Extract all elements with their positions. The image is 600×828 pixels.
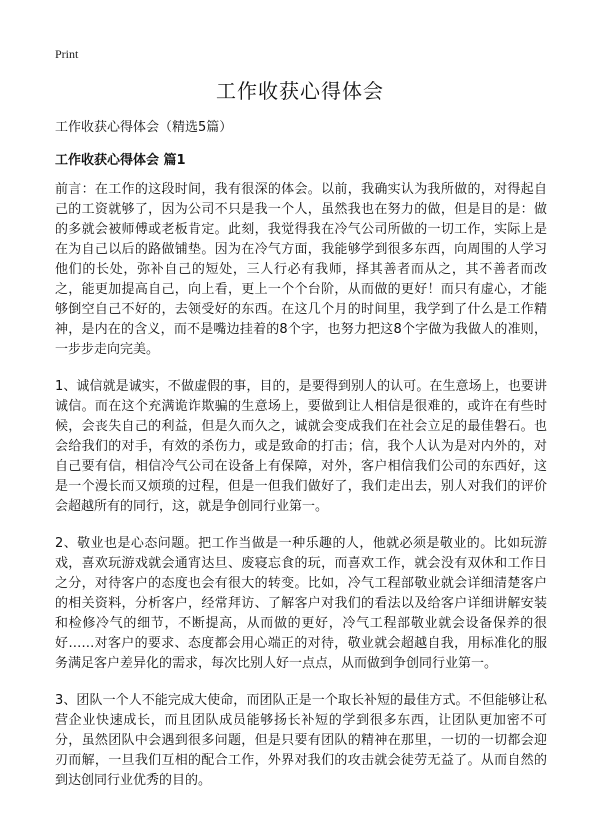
paragraph-dedication: 2、敬业也是心态问题。把工作当做是一种乐趣的人，他就必须是敬业的。比如玩游戏，喜欢玩游戏就会通宵达旦、废寝忘食的玩，而喜欢工作，就会没有双休和工作日之分，对待客户的态度也会有很大的转变。比如，冷气工程部敬业就会详细清楚客户的相关资料，分析客户，经常拜访、了解客户对我们的看法以及给客户详细讲解安装和检修冷气的细节，不断提高，从而做的更好，冷气工程部敬业就会设备保养的很好……对客户的要求、态度都会用心端正的对待，敬业就会超越自我，用标准化的服务满足客户差异化的需求，每次比别人好一点点，从而做到争创同行业第一。 bbox=[55, 536, 547, 671]
document-title: 工作收获心得体会 bbox=[216, 79, 384, 103]
paragraph-integrity: 1、诚信就是诚实，不做虚假的事，目的，是要得到别人的认可。在生意场上，也要讲诚信。而在这个充满诡诈欺骗的生意场上，要做到让人相信是很难的，或许在有些时候，会丧失自己的利益，但是久而久之，诚就会变成我们在社会立足的最佳磐石。也会给我们的对手，有效的杀伤力，或是致命的打击；信，我个人认为是对内外的，对自己要有信，相信冷气公司在设备上有保障，对外，客户相信我们公司的东西好，这是一个漫长而又烦琐的过程，但是一但我们做好了，我们走出去，别人对我们的评价会超越所有的同行，这，就是争创同行业第一。 bbox=[55, 379, 547, 514]
document-subtitle: 工作收获心得体会（精选5篇） bbox=[55, 120, 233, 135]
print-link[interactable]: Print bbox=[55, 47, 79, 61]
paragraph-preface: 前言：在工作的这段时间，我有很深的体会。以前，我确实认为我所做的，对得起自己的工资就够了，因为公司不只是我一个人，虽然我也在努力的做，但是目的是：做的多就会被师傅或老板肯定。此刻，我觉得我在冷气公司所做的一切工作，实际上是在为自己以后的路做铺垫。因为在冷气方面，我能够学到很多东西，向周围的人学习他们的长处，弥补自己的短处，三人行必有我师，择其善者而从之，其不善者而改之，能更加提高自己，向上看，更上一个个台阶，从而做的更好！而只有虚心，才能够倒空自己不好的，去领受好的东西。在这几个月的时间里，我学到了什么是工作精神，是内在的含义，而不是嘴边挂着的8个字，也努力把这8个字做为我做人的准则，一步步走向完美。 bbox=[55, 182, 547, 357]
document-body bbox=[55, 180, 547, 808]
paragraph-teamwork: 3、团队一个人不能完成大使命，而团队正是一个取长补短的最佳方式。不但能够让私营企业快速成长，而且团队成员能够扬长补短的学到很多东西，让团队更加密不可分，虽然团队中会遇到很多问题，但是只要有团队的精神在那里，一切的一切都会迎刃而解，一旦我们互相的配合工作，外界对我们的攻击就会徒劳无益了。从而自然的到达创同行业优秀的目的。 bbox=[55, 693, 547, 788]
section-heading: 工作收获心得体会 篇1 bbox=[55, 153, 186, 168]
